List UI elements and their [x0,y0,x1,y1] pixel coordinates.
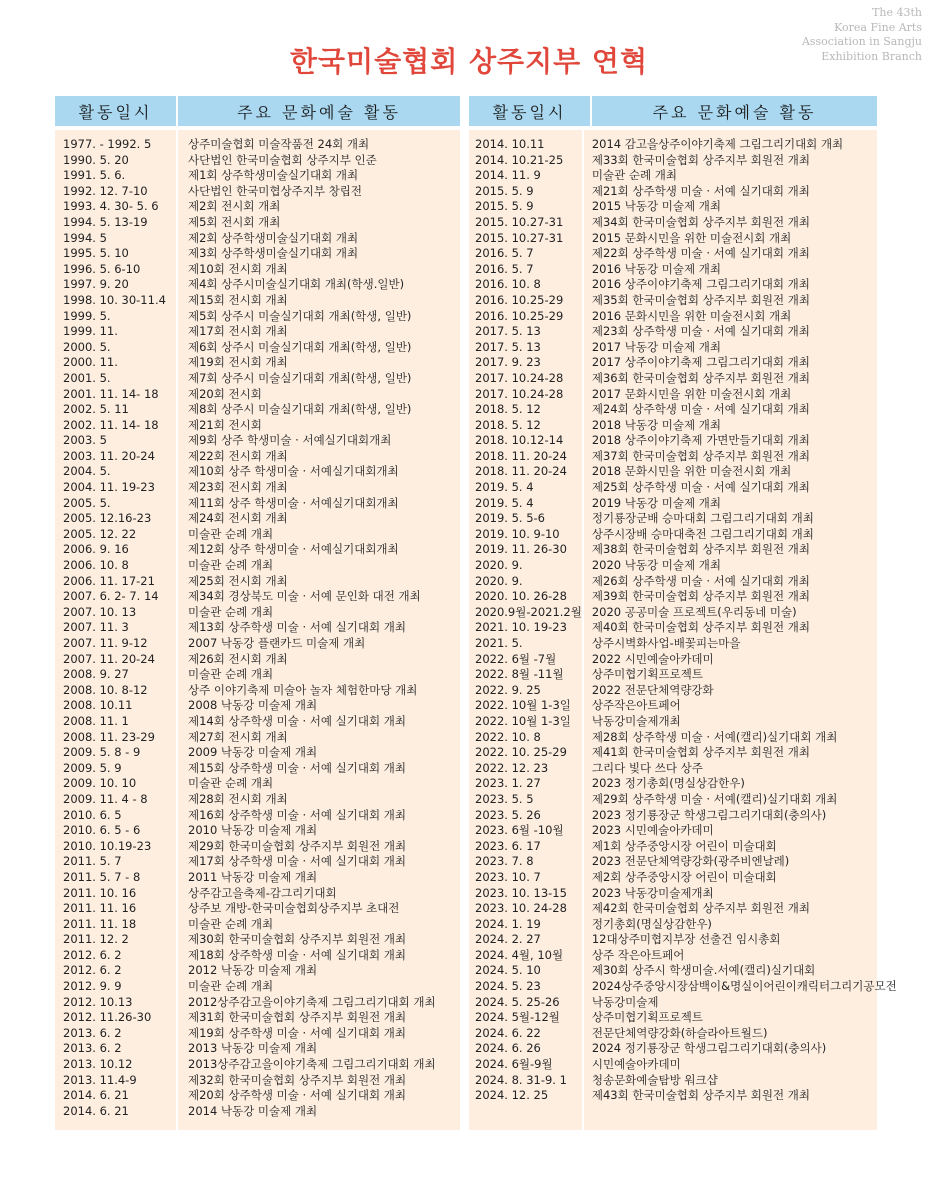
row-date: 2023. 6. 17 [475,838,541,853]
row-date: 2021. 10. 19-23 [475,620,567,635]
row-date: 2024. 5. 10 [475,963,541,978]
row-activity: 제5회 전시회 개최 [188,214,281,229]
row-activity: 사단법인 한국미협상주지부 창립전 [188,183,362,198]
row-activity: 제16회 상주학생 미술 · 서예 실기대회 개최 [188,807,406,822]
row-date: 2019. 5. 4 [475,480,534,495]
row-activity: 제22회 전시회 개최 [188,448,288,463]
row-date: 2002. 5. 11 [63,402,129,417]
activity-column [176,130,460,1130]
row-date: 2012. 9. 9 [63,979,122,994]
row-date: 1995. 5. 10 [63,246,129,261]
row-activity: 제30회 상주시 학생미술.서예(캘리)실기대회 [591,963,816,978]
row-activity: 상주 작은아트페어 [591,947,685,962]
row-activity: 상주미협기획프로젝트 [591,1010,703,1025]
date-column [469,130,582,1130]
row-date: 2023. 6월 -10월 [475,823,564,838]
row-date: 2024. 1. 19 [475,916,541,931]
row-date: 2024. 6. 26 [475,1041,541,1056]
row-date: 2015. 5. 9 [475,199,534,214]
row-activity: 제2회 전시회 개최 [188,199,281,214]
row-date: 2020.9월-2021.2월 [475,604,582,619]
row-date: 2018. 10.12-14 [475,433,564,448]
row-activity: 제29회 한국미술협회 상주지부 회원전 개최 [188,838,407,853]
activity-column [582,130,897,1130]
row-activity: 제32회 한국미술협회 상주지부 회원전 개최 [188,1072,407,1087]
row-activity: 2014 낙동강 미술제 개최 [188,1103,318,1118]
row-date: 2002. 11. 14- 18 [63,417,159,432]
row-activity: 미술관 순례 개최 [188,604,274,619]
row-activity: 상주작은아트페어 [591,698,681,713]
row-activity: 2018 문화시민을 위한 미술전시회 개최 [591,464,792,479]
row-activity: 제19회 전시회 개최 [188,355,288,370]
row-date: 2023. 1. 27 [475,776,541,791]
table-body [469,130,897,1130]
date-column [55,130,176,1130]
row-activity: 제15회 상주학생 미술 · 서예 실기대회 개최 [188,760,406,775]
row-date: 2017. 5. 13 [475,324,541,339]
row-activity: 제13회 상주학생 미술 · 서예 실기대회 개최 [188,620,406,635]
row-date: 2018. 5. 12 [475,402,541,417]
row-date: 2013. 6. 2 [63,1041,122,1056]
row-activity: 2016 상주이야기축제 그림그리기대회 개최 [591,277,810,292]
row-date: 2023. 7. 8 [475,854,534,869]
row-activity: 전문단체역량강화(하슬라아트월드) [591,1025,768,1040]
caption-line: Exhibition Branch [821,49,922,63]
row-date: 2001. 5. [63,370,111,385]
row-activity: 제22회 상주학생 미술 · 서예 실기대회 개최 [591,246,810,261]
row-activity: 제36회 한국미술협회 상주지부 회원전 개최 [591,370,810,385]
row-date: 2019. 10. 9-10 [475,526,560,541]
row-date: 2017. 5. 13 [475,339,541,354]
row-activity: 제33회 한국미술협회 상주지부 회원전 개최 [591,152,810,167]
row-date: 2012. 6. 2 [63,947,122,962]
row-date: 2023. 5. 5 [475,791,534,806]
row-activity: 제2회 상주중앙시장 어린이 미술대회 [591,869,777,884]
row-activity: 2023 전문단체역량강화(광주비엔날레) [591,854,790,869]
row-activity: 제12회 상주 학생미술 · 서예실기대회개최 [188,542,399,557]
row-activity: 제6회 상주시 미술실기대회 개최(학생, 일반) [188,339,412,354]
row-activity: 제9회 상주 학생미술 · 서예실기대회개최 [188,433,392,448]
row-date: 2022. 8월 -11월 [475,667,564,682]
row-activity: 2007 낙동강 플랜카드 미술제 개최 [188,636,366,650]
row-activity: 2013상주감고을이야기축제 그림그리기대회 개최 [188,1057,436,1072]
row-date: 2015. 5. 9 [475,183,534,198]
row-activity: 제34회 경상북도 미술 · 서예 문인화 대전 개최 [188,589,421,604]
row-date: 2024. 4월, 10월 [475,947,564,962]
row-activity: 제5회 상주시 미술실기대회 개최(학생, 일반) [188,308,412,323]
row-date: 2011. 11. 16 [63,901,137,916]
table-body [55,130,460,1130]
row-date: 2006. 9. 16 [63,542,129,557]
row-date: 2014. 6. 21 [63,1103,129,1118]
row-date: 2017. 10.24-28 [475,386,564,401]
row-date: 2008. 11. 1 [63,713,129,728]
table-header [55,96,460,126]
row-activity: 2023 시민예술아카데미 [591,823,714,838]
row-date: 2022. 6월 -7월 [475,651,557,666]
row-date: 1994. 5 [63,230,107,245]
row-date: 2021. 5. [475,636,523,650]
row-date: 1990. 5. 20 [63,152,129,167]
row-activity: 제8회 상주시 미술실기대회 개최(학생, 일반) [188,402,412,417]
row-date: 2011. 5. 7 [63,854,122,869]
row-date: 2014. 11. 9 [475,168,541,183]
row-activity: 상주보 개방-한국미술협회상주지부 초대전 [188,901,400,916]
row-date: 2023. 10. 7 [475,869,541,884]
row-activity: 2020 낙동강 미술제 개최 [591,558,721,573]
row-date: 2019. 5. 4 [475,495,534,510]
row-activity: 제28회 전시회 개최 [188,791,288,806]
row-date: 2022. 10. 25-29 [475,745,567,760]
row-activity: 2020 공공미술 프로젝트(우리동네 미술) [591,604,797,619]
row-date: 2023. 10. 13-15 [475,885,567,900]
row-activity: 2023 정기룡장군 학생그림그리기대회(충의사) [591,807,827,822]
row-date: 2011. 11. 18 [63,916,137,931]
row-activity: 12대상주미협지부장 선출건 임시총회 [591,932,781,947]
row-date: 2024. 6월-9월 [475,1057,553,1072]
row-activity: 미술관 순례 개최 [188,979,274,994]
row-activity: 상주시벽화사업-배꽃피는마을 [591,636,741,650]
page-title: 한국미술협회 상주지부 연혁 [289,45,649,78]
row-activity: 제38회 한국미술협회 상주지부 회원전 개최 [591,542,810,557]
row-date: 2020. 10. 26-28 [475,589,567,604]
row-date: 1993. 4. 30- 5. 6 [63,199,159,214]
row-activity: 제35회 한국미술협회 상주지부 회원전 개최 [591,292,810,307]
row-activity: 2024상주중앙시장삼백이&명실이어린이캐릭터그리기공모전 [591,979,897,994]
row-activity: 정기총회(명실상감한우) [591,916,712,931]
row-date: 2022. 10월 1-3일 [475,698,571,713]
row-date: 2004. 11. 19-23 [63,480,155,495]
row-date: 2012. 10.13 [63,994,133,1009]
row-date: 2014. 10.21-25 [475,152,564,167]
row-date: 2020. 9. [475,558,523,573]
row-date: 1996. 5. 6-10 [63,261,141,276]
row-date: 2009. 11. 4 - 8 [63,791,148,806]
row-date: 2008. 10.11 [63,698,133,713]
row-activity: 상주미협기획프로젝트 [591,667,703,682]
row-date: 2020. 9. [475,573,523,588]
row-activity: 제27회 전시회 개최 [188,729,288,744]
row-date: 2022. 10. 8 [475,729,541,744]
row-date: 2017. 10.24-28 [475,370,564,385]
row-date: 2015. 10.27-31 [475,214,564,229]
row-activity: 제40회 한국미술협회 상주지부 회원전 개최 [591,620,810,635]
row-activity: 2017 낙동강 미술제 개최 [591,339,721,354]
row-date: 2011. 5. 7 - 8 [63,869,141,884]
row-activity: 그리다 빛다 쓰다 상주 [591,760,703,775]
row-date: 2016. 10.25-29 [475,308,564,323]
row-activity: 2017 문화시민을 위한 미술전시회 개최 [591,386,792,401]
header-activity: 주요 문화예술 활동 [237,102,401,122]
row-date: 2024. 8. 31-9. 1 [475,1072,567,1087]
row-date: 2014. 10.11 [475,137,545,151]
row-activity: 제1회 상주학생미술실기대회 개최 [188,168,359,183]
row-activity: 제26회 전시회 개최 [188,651,288,666]
row-date: 2016. 5. 7 [475,261,534,276]
row-activity: 청송문화예술탐방 워크샵 [591,1072,718,1087]
row-activity: 제2회 상주학생미술실기대회 개최 [188,230,359,245]
row-date: 2006. 10. 8 [63,558,129,573]
row-date: 2010. 10.19-23 [63,838,152,853]
row-date: 2011. 10. 16 [63,885,137,900]
row-date: 2016. 10.25-29 [475,292,564,307]
row-activity: 제23회 전시회 개최 [188,480,288,495]
row-activity: 2012상주감고을이야기축제 그림그리기대회 개최 [188,994,436,1009]
row-activity: 사단법인 한국미술협회 상주지부 인준 [188,152,377,167]
history-table-left [55,96,460,1130]
row-date: 2015. 10.27-31 [475,230,564,245]
row-activity: 제43회 한국미술협회 상주지부 회원전 개최 [591,1088,810,1103]
row-date: 2009. 5. 9 [63,760,122,775]
row-activity: 제17회 전시회 개최 [188,324,288,339]
row-activity: 제25회 전시회 개최 [188,573,288,588]
row-activity: 제29회 상주학생 미술 · 서예(캘리)실기대회 개최 [591,791,838,806]
row-activity: 제17회 상주학생 미술 · 서예 실기대회 개최 [188,854,406,869]
row-activity: 2015 낙동강 미술제 개최 [591,199,721,214]
row-date: 2024. 5. 23 [475,979,541,994]
row-activity: 제1회 상주중앙시장 어린이 미술대회 [591,838,777,853]
row-activity: 미술관 순례 개최 [591,168,677,183]
row-date: 2018. 5. 12 [475,417,541,432]
row-activity: 시민예술아카데미 [591,1057,681,1072]
row-date: 2016. 10. 8 [475,277,541,292]
row-date: 2007. 11. 20-24 [63,651,155,666]
row-date: 2022. 10월 1-3일 [475,713,571,728]
row-activity: 상주 이야기축제 미술아 놀자 체험한마당 개최 [188,682,418,697]
row-date: 2018. 11. 20-24 [475,448,567,463]
row-activity: 2011 낙동강 미술제 개최 [188,869,318,884]
row-activity: 제42회 한국미술협회 상주지부 회원전 개최 [591,901,810,916]
row-date: 2007. 11. 9-12 [63,636,148,650]
row-date: 2010. 6. 5 - 6 [63,823,141,838]
row-activity: 미술관 순례 개최 [188,916,274,931]
row-activity: 2024 정기룡장군 학생그림그리기대회(충의사) [591,1041,827,1056]
row-activity: 제30회 한국미술협회 상주지부 회원전 개최 [188,932,407,947]
row-activity: 제24회 상주학생 미술 · 서예 실기대회 개최 [591,402,810,417]
row-date: 2005. 12.16-23 [63,511,152,526]
row-activity: 제41회 한국미술협회 상주지부 회원전 개최 [591,745,810,760]
row-date: 2008. 10. 8-12 [63,682,148,697]
row-date: 2024. 5월-12월 [475,1010,560,1025]
row-date: 2007. 10. 13 [63,604,137,619]
row-date: 1991. 5. 6. [63,168,126,183]
row-activity: 2016 낙동강 미술제 개최 [591,261,721,276]
row-activity: 상주감고을축제-감그리기대회 [188,885,337,900]
row-date: 2009. 10. 10 [63,776,137,791]
row-date: 2013. 6. 2 [63,1025,122,1040]
row-activity: 2009 낙동강 미술제 개최 [188,745,318,760]
row-activity: 제18회 상주학생 미술 · 서예 실기대회 개최 [188,947,406,962]
row-date: 1977. - 1992. 5 [63,137,152,151]
row-date: 2014. 6. 21 [63,1088,129,1103]
row-activity: 미술관 순례 개최 [188,776,274,791]
row-date: 2024. 12. 25 [475,1088,549,1103]
row-activity: 2017 상주이야기축제 그림그리기대회 개최 [591,355,810,370]
row-date: 2022. 9. 25 [475,682,541,697]
row-activity: 미술관 순례 개최 [188,526,274,541]
row-date: 1997. 9. 20 [63,277,129,292]
header-date: 활동일시 [469,96,592,126]
row-date: 1999. 11. [63,324,118,339]
row-activity: 2016 문화시민을 위한 미술전시회 개최 [591,308,792,323]
row-activity: 2023 낙동강미술제개최 [591,885,714,900]
row-activity: 제4회 상주시미술실기대회 개최(학생.일반) [188,277,405,292]
row-activity: 2008 낙동강 미술제 개최 [188,698,318,713]
row-date: 2012. 11.26-30 [63,1010,152,1025]
row-date: 2001. 11. 14- 18 [63,386,159,401]
row-activity: 제26회 상주학생 미술 · 서예 실기대회 개최 [591,573,810,588]
row-date: 2008. 9. 27 [63,667,129,682]
row-activity: 제21회 전시회 [188,417,262,432]
row-activity: 제39회 한국미술협회 상주지부 회원전 개최 [591,589,810,604]
row-date: 2024. 2. 27 [475,932,541,947]
row-activity: 2018 상주이야기축제 가면만들기대회 개최 [591,433,810,448]
row-date: 1998. 10. 30-11.4 [63,292,166,307]
row-date: 2024. 5. 25-26 [475,994,560,1009]
row-activity: 제19회 상주학생 미술 · 서예 실기대회 개최 [188,1025,406,1040]
caption-line: Association in Sangju [801,35,922,48]
row-date: 2013. 11.4-9 [63,1072,137,1087]
row-date: 2003. 11. 20-24 [63,448,155,463]
row-activity: 제31회 한국미술협회 상주지부 회원전 개최 [188,1010,407,1025]
row-date: 1999. 5. [63,308,111,323]
row-date: 2006. 11. 17-21 [63,573,155,588]
row-activity: 2019 낙동강 미술제 개최 [591,495,721,510]
row-activity: 제10회 상주 학생미술 · 서예실기대회개최 [188,464,399,479]
row-activity: 상주미술협회 미술작품전 24회 개최 [188,137,370,151]
row-activity: 제24회 전시회 개최 [188,511,288,526]
row-date: 2024. 6. 22 [475,1025,541,1040]
row-activity: 제23회 상주학생 미술 · 서예 실기대회 개최 [591,324,810,339]
row-activity: 상주시장배 승마대축전 그림그리기대회 개최 [591,526,814,541]
row-activity: 2023 정기총회(명실상감한우) [591,776,745,791]
row-date: 2004. 5. [63,464,111,479]
row-activity: 미술관 순례 개최 [188,667,274,682]
row-date: 1992. 12. 7-10 [63,183,148,198]
row-date: 2009. 5. 8 - 9 [63,745,141,760]
row-activity: 제25회 상주학생 미술 · 서예 실기대회 개최 [591,480,810,495]
row-activity: 제11회 상주 학생미술 · 서예실기대회개최 [188,495,399,510]
row-date: 2000. 5. [63,339,111,354]
row-activity: 2014 감고을상주이야기축제 그림그리기대회 개최 [591,137,844,151]
row-activity: 제7회 상주시 미술실기대회 개최(학생, 일반) [188,370,412,385]
row-activity: 제10회 전시회 개최 [188,261,288,276]
row-activity: 2015 문화시민을 위한 미술전시회 개최 [591,230,792,245]
row-date: 2007. 11. 3 [63,620,129,635]
row-activity: 낙동강미술제 [591,994,659,1009]
row-date: 2003. 5 [63,433,107,448]
row-date: 2005. 5. [63,495,111,510]
row-activity: 2022 전문단체역량강화 [591,682,714,697]
row-activity: 제37회 한국미술협회 상주지부 회원전 개최 [591,448,810,463]
row-date: 2019. 11. 26-30 [475,542,567,557]
row-date: 2010. 6. 5 [63,807,122,822]
table-header [469,96,877,126]
row-activity: 2013 낙동강 미술제 개최 [188,1041,318,1056]
row-date: 2019. 5. 5-6 [475,511,545,526]
row-date: 2008. 11. 23-29 [63,729,155,744]
row-activity: 2012 낙동강 미술제 개최 [188,963,318,978]
row-date: 2005. 12. 22 [63,526,137,541]
row-date: 1994. 5. 13-19 [63,214,148,229]
row-activity: 제14회 상주학생 미술 · 서예 실기대회 개최 [188,713,406,728]
row-activity: 제15회 전시회 개최 [188,292,288,307]
row-activity: 제20회 전시회 [188,386,262,401]
row-activity: 낙동강미술제개최 [591,713,681,728]
row-activity: 2022 시민예술아카데미 [591,651,714,666]
row-activity: 제34회 한국미술협회 상주지부 회원전 개최 [591,214,810,229]
header-date: 활동일시 [55,96,178,126]
row-activity: 정기룡장군배 승마대회 그림그리기대회 개최 [591,511,814,526]
row-activity: 미술관 순례 개최 [188,558,274,573]
row-date: 2013. 10.12 [63,1057,133,1072]
row-date: 2012. 6. 2 [63,963,122,978]
row-date: 2011. 12. 2 [63,932,129,947]
row-date: 2017. 9. 23 [475,355,541,370]
row-activity: 2010 낙동강 미술제 개최 [188,823,318,838]
caption-line: The 43th [872,6,922,19]
row-activity: 제28회 상주학생 미술 · 서예(캘리)실기대회 개최 [591,729,838,744]
row-date: 2018. 11. 20-24 [475,464,567,479]
row-date: 2007. 6. 2- 7. 14 [63,589,159,604]
row-activity: 제3회 상주학생미술실기대회 개최 [188,246,359,261]
row-activity: 제21회 상주학생 미술 · 서예 실기대회 개최 [591,183,810,198]
row-date: 2022. 12. 23 [475,760,549,775]
row-date: 2016. 5. 7 [475,246,534,261]
header-activity: 주요 문화예술 활동 [652,102,817,122]
history-table-right [469,96,897,1130]
row-date: 2000. 11. [63,355,118,370]
row-date: 2023. 10. 24-28 [475,901,567,916]
row-date: 2023. 5. 26 [475,807,541,822]
caption-line: Korea Fine Arts [834,20,922,34]
row-activity: 제20회 상주학생 미술 · 서예 실기대회 개최 [188,1088,406,1103]
row-activity: 2018 낙동강 미술제 개최 [591,417,721,432]
